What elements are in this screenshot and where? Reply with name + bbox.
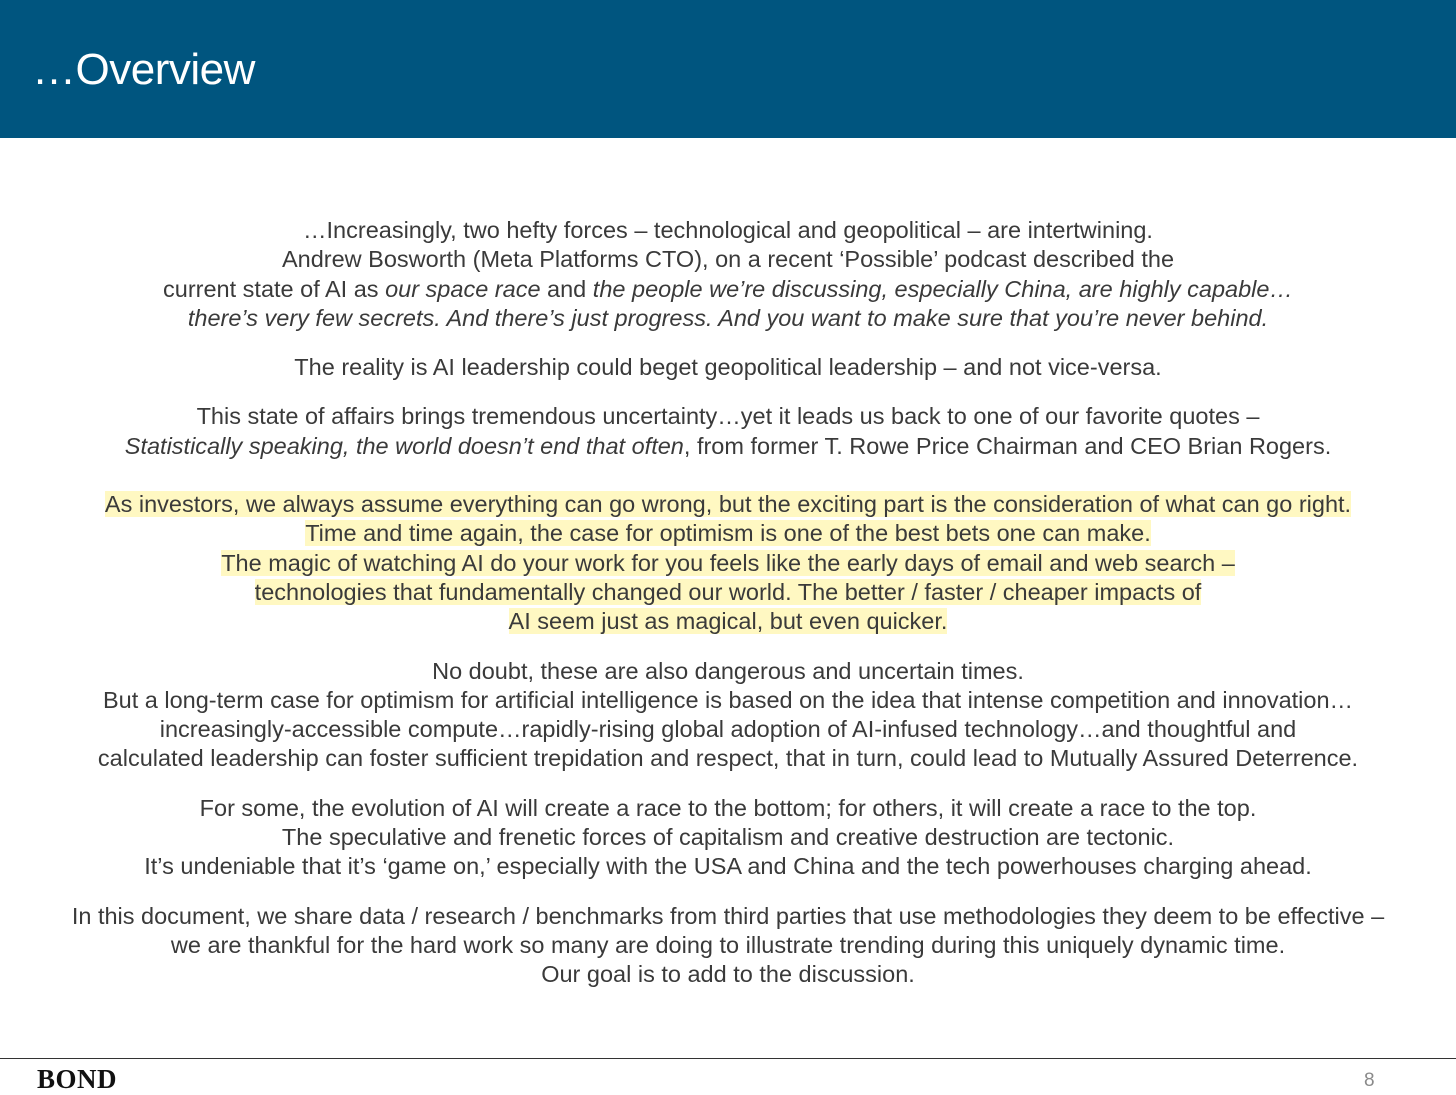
highlighted-line: The magic of watching AI do your work for you feels like the early days of email and web search – [221, 549, 1235, 576]
highlighted-line: technologies that fundamentally changed our world. The better / faster / cheaper impacts of [254, 578, 1202, 605]
text-line: In this document, we share data / research / benchmarks from third parties that use methodologies they deem to be effective – [71, 902, 1385, 929]
paragraph-race [0, 794, 1456, 882]
text-run: and [540, 275, 593, 302]
quote-text: our space race [385, 275, 541, 302]
page-number: 8 [1364, 1070, 1375, 1091]
text-line: No doubt, these are also dangerous and uncertain times. [432, 657, 1024, 684]
text-line: But a long-term case for optimism for artificial intelligence is based on the idea that intense competition and innovation… [102, 686, 1354, 713]
body-text [0, 216, 1456, 1010]
quote-text: the people we’re discussing, especially China, are highly capable… [592, 275, 1293, 302]
text-line: This state of affairs brings tremendous uncertainty…yet it leads us back to one of our favorite quotes – [196, 403, 1260, 430]
text-line: Our goal is to add to the discussion. [541, 961, 915, 988]
paragraph-reality [0, 353, 1456, 382]
paragraph-optimism [0, 657, 1456, 774]
footer-divider [0, 1058, 1456, 1059]
paragraph-document [0, 902, 1456, 990]
text-line: It’s undeniable that it’s ‘game on,’ especially with the USA and China and the tech powerhouses charging ahead. [144, 853, 1312, 880]
highlighted-line: As investors, we always assume everything can go wrong, but the exciting part is the consideration of what can go right. [104, 491, 1352, 518]
paragraph-quote [0, 402, 1456, 461]
bond-logo: BOND [37, 1064, 118, 1094]
paragraph-intro [0, 216, 1456, 333]
text-run: , from former T. Rowe Price Chairman and CEO Brian Rogers. [683, 432, 1332, 459]
text-line: increasingly-accessible compute…rapidly-rising global adoption of AI-infused technology…and thoughtful and [159, 716, 1297, 743]
text-line: The reality is AI leadership could beget geopolitical leadership – and not vice-versa. [294, 354, 1162, 381]
text-line: Andrew Bosworth (Meta Platforms CTO), on a recent ‘Possible’ podcast described the [281, 246, 1175, 273]
paragraph-highlighted [0, 490, 1456, 636]
text-line: …Increasingly, two hefty forces – technological and geopolitical – are intertwining. [303, 217, 1153, 243]
text-line: calculated leadership can foster sufficient trepidation and respect, that in turn, could lead to Mutually Assured Deterrence. [97, 745, 1359, 772]
page-title: …Overview [32, 45, 255, 94]
text-line: For some, the evolution of AI will create a race to the bottom; for others, it will create a race to the top. [199, 794, 1257, 821]
quote-text: Statistically speaking, the world doesn’t end that often [124, 432, 684, 459]
highlighted-line: Time and time again, the case for optimism is one of the best bets one can make. [305, 520, 1151, 547]
text-line [0, 432, 1456, 461]
text-run: current state of AI as [163, 275, 386, 302]
text-line [0, 275, 1456, 304]
highlighted-line: AI seem just as magical, but even quicker. [508, 608, 948, 635]
text-line: The speculative and frenetic forces of capitalism and creative destruction are tectonic. [281, 824, 1175, 851]
quote-text: there’s very few secrets. And there’s just progress. And you want to make sure that you’re never behind. [187, 304, 1269, 331]
text-line: we are thankful for the hard work so many are doing to illustrate trending during this uniquely dynamic time. [170, 931, 1286, 958]
header-bar [0, 0, 1456, 138]
